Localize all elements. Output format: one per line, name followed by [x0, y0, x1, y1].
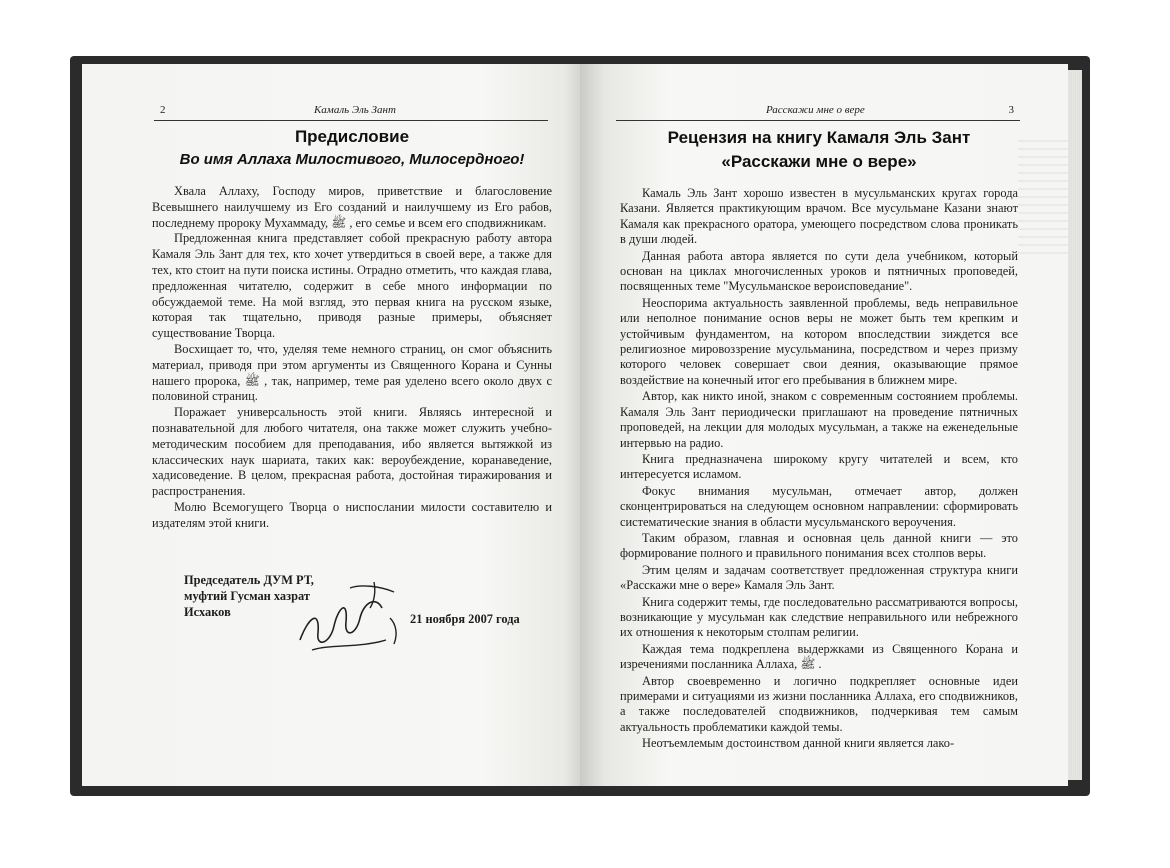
right-running-title: Расскажи мне о вере [766, 104, 865, 116]
left-page-number: 2 [160, 104, 166, 116]
left-page [82, 64, 584, 786]
paragraph: Предложенная книга представляет собой прекрасную работу автора Камаля Эль Зант для тех, кто хочет утвердиться в своей вере, а также для тех, кто стоит на пути поиска истины. Отрадно отметить, что каждая глава, предложенная читателю, содержит в себе много информации по обсуждаемой теме. На мой взгляд, это первая книга на русском языке, которая так тщательно, приводя разные примеры, объясняет существование Творца. [152, 231, 552, 341]
page-edges [1068, 70, 1082, 780]
signatory-line: Председатель ДУМ РТ, [184, 572, 314, 587]
right-page [580, 64, 1068, 786]
paragraph: Поражает универсальность этой книги. Являясь интересной и познавательной для любого читателя, она также может служить учебно-методическим пособием для преподавания, ибо является вытяжкой из классических наук шариата, таких как: вероубеждение, коранаведение, хадисоведение. В целом, прекрасная работа, достойная тиражирования и распространения. [152, 405, 552, 499]
paragraph: Книга предназначена широкому кругу читателей и всем, кто интересуется исламом. [620, 451, 1018, 482]
signature-date: 21 ноября 2007 года [410, 611, 520, 626]
paragraph: Этим целям и задачам соответствует предложенная структура книги «Расскажи мне о вере» Камаля Эль Зант. [620, 562, 1018, 593]
review-heading-line: Рецензия на книгу Камаля Эль Зант [667, 128, 971, 147]
handwritten-signature [290, 578, 410, 658]
paragraph: Восхищает то, что, уделяя теме немного страниц, он смог объяснить материал, приводя при этом аргументы из Священного Корана и Сунны нашего пророка, ﷺ , так, например, теме рая уделено всего около двух с половиной страниц. [152, 341, 552, 404]
signatory-line: Исхаков [184, 604, 231, 619]
paragraph: Таким образом, главная и основная цель данной книги — это формирование полного и правильного понимания всех столпов веры. [620, 530, 1018, 561]
right-page-number: 3 [1008, 104, 1014, 116]
paragraph: Автор, как никто иной, знаком с современным состоянием проблемы. Камаля Эль Зант периодически приглашают на проведение пятничных проповедей, на лекции для молодых мусульман, а также на еженедельные интервью на радио. [620, 389, 1018, 450]
paragraph: Неоспорима актуальность заявленной проблемы, ведь неправильное или неполное понимание основ веры не может быть тем крепким и устойчивым фундаментом, на котором впоследствии зиждется все религиозное мировоззрение мусульманина, посредством и через призму которого человек совершает свои деяния, оказывающие прямое воздействие на конечный итог его пребывания в ближнем мире. [620, 295, 1018, 387]
left-running-title: Камаль Эль Зант [314, 104, 396, 116]
right-page-content [620, 126, 1018, 753]
preface-subheading: Во имя Аллаха Милостивого, Милосердного! [179, 151, 525, 168]
paragraph: Неотъемлемым достоинством данной книги является лако- [642, 736, 955, 751]
left-page-content [152, 126, 552, 642]
preface-heading: Предисловие [294, 127, 410, 146]
signatory-line: муфтий Гусман хазрат [184, 588, 310, 603]
paragraph: Автор своевременно и логично подкрепляет основные идеи примерами и ситуациями из жизни посланника Аллаха, его сподвижников, а также последователей сподвижников, подчеркивая тем самым актуальность проблематики каждой темы. [620, 673, 1018, 734]
show-through-text [1018, 134, 1068, 254]
paragraph: Хвала Аллаху, Господу миров, приветствие и благословение Всевышнего наилучшему из Его созданий и наилучшему из Его рабов, последнему пророку Мухаммаду, ﷺ , его семье и всем его сподвижникам. [152, 184, 552, 230]
left-running-head [154, 104, 548, 121]
paragraph: Данная работа автора является по сути дела учебником, который основан на циклах многочисленных уроков и пятничных проповедей, посвященных теме "Мусульманское вероисповедание". [620, 248, 1018, 294]
paragraph: Камаль Эль Зант хорошо известен в мусульманских кругах города Казани. Является практикующим врачом. Все мусульмане Казани знают Камаля как прекрасного оратора, умеющего посредством слова проникать в души людей. [620, 186, 1018, 247]
paragraph: Книга содержит темы, где последовательно рассматриваются вопросы, возникающие у мусульман как следствие неправильного или небрежного их отношения к некоторым столпам религии. [620, 594, 1018, 640]
paragraph: Молю Всемогущего Творца о ниспослании милости составителю и издателям этой книги. [152, 499, 552, 530]
review-heading [620, 126, 1018, 174]
right-running-head [616, 104, 1020, 121]
signature-block [152, 572, 552, 642]
open-book [70, 56, 1090, 796]
paragraph: Каждая тема подкреплена выдержками из Священного Корана и изречениями посланника Аллаха, ﷺ . [620, 641, 1018, 672]
paragraph: Фокус внимания мусульман, отмечает автор, должен сконцентрироваться на следующем основном направлении: сформировать систематические знания в области мусульманского вероучения. [620, 483, 1018, 529]
review-heading-line: «Расскажи мне о вере» [721, 152, 917, 171]
